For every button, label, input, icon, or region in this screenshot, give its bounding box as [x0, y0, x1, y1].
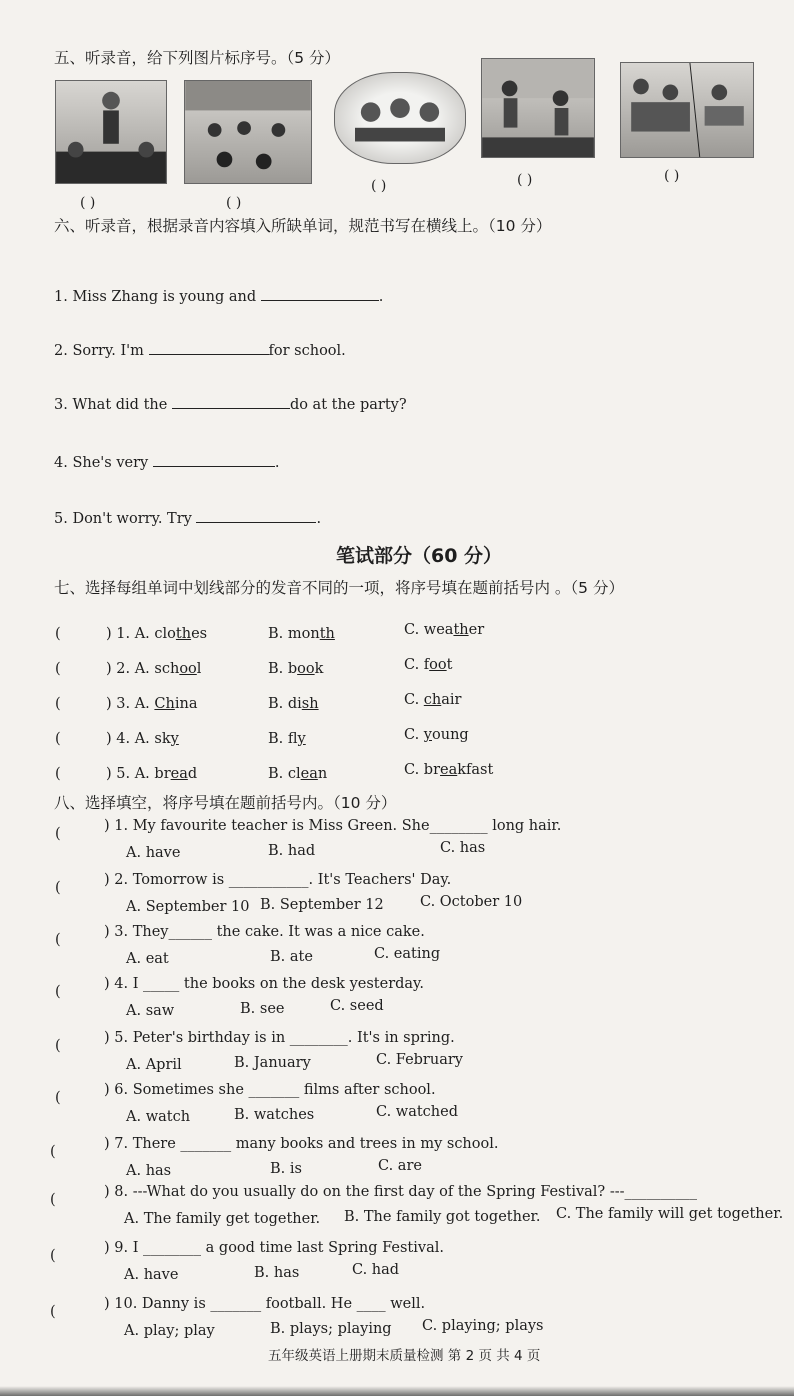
underlined-part: oo: [179, 661, 197, 677]
option-a: A. April: [126, 1057, 182, 1073]
answer-paren-open[interactable]: (: [55, 766, 61, 782]
underlined-part: th: [453, 622, 469, 638]
part8-heading: 八、选择填空，将序号填在题前括号内。（10 分）: [54, 794, 397, 812]
option-b: B. book: [268, 661, 324, 677]
picture-answer-paren[interactable]: ( ): [80, 195, 96, 211]
option-a: A. saw: [126, 1003, 175, 1019]
option-c: C. eating: [374, 946, 441, 962]
scan-edge-shadow: [0, 1386, 794, 1396]
option-c: C. The family will get together.: [556, 1206, 784, 1222]
underlined-part: oo: [297, 661, 315, 677]
option-b: B. month: [268, 626, 335, 642]
underlined-part: ch: [423, 692, 442, 708]
option-b: B. is: [270, 1161, 302, 1177]
option-c: C. watched: [376, 1104, 459, 1120]
answer-blank[interactable]: [149, 340, 269, 355]
answer-paren-open[interactable]: (: [55, 826, 61, 842]
option-b: B. plays; playing: [270, 1321, 392, 1337]
option-b: B. September 12: [260, 897, 384, 913]
option-b: B. January: [234, 1055, 311, 1071]
underlined-part: ea: [300, 766, 318, 782]
option-c: C. has: [440, 840, 486, 856]
question-text: ) 5. Peter's birthday is in ________. It's in spring.: [104, 1030, 455, 1046]
part5-heading: 五、听录音，给下列图片标序号。（5 分）: [54, 49, 341, 67]
question-text: ) 4. I _____ the books on the desk yesterday.: [104, 976, 424, 992]
option-a: A. have: [126, 845, 181, 861]
option-a: A. has: [126, 1163, 172, 1179]
picture-answer-paren[interactable]: ( ): [371, 178, 387, 194]
underlined-part: th: [319, 626, 335, 642]
picture-answer-paren[interactable]: ( ): [517, 172, 533, 188]
underlined-part: oo: [429, 657, 447, 673]
phonics-row: ) 4. A. sky: [106, 731, 179, 747]
answer-blank[interactable]: [172, 394, 290, 409]
option-b: B. dish: [268, 696, 319, 712]
option-a: A. watch: [126, 1109, 191, 1125]
option-c: C. breakfast: [404, 762, 494, 778]
phonics-row: ) 3. A. China: [106, 696, 198, 712]
classroom-picture: [184, 80, 312, 184]
option-c: C. weather: [404, 622, 485, 638]
option-c: C. February: [376, 1052, 463, 1068]
underlined-part: Ch: [154, 696, 175, 712]
underlined-part: y: [297, 731, 306, 747]
fill-item: 3. What did the do at the party?: [54, 394, 407, 413]
fill-item: 5. Don't worry. Try .: [54, 508, 321, 527]
answer-paren-open[interactable]: (: [50, 1144, 56, 1160]
question-text: ) 3. They______ the cake. It was a nice cake.: [104, 924, 425, 940]
basketball-player-picture: [55, 80, 167, 184]
answer-paren-open[interactable]: (: [50, 1248, 56, 1264]
answer-paren-open[interactable]: (: [55, 731, 61, 747]
page-footer: 五年级英语上册期末质量检测 第 2 页 共 4 页: [268, 1348, 541, 1364]
fill-item: 4. She's very .: [54, 452, 279, 471]
fill-item: 2. Sorry. I'm for school.: [54, 340, 346, 359]
answer-paren-open[interactable]: (: [50, 1304, 56, 1320]
option-c: C. playing; plays: [422, 1318, 544, 1334]
phonics-row: ) 5. A. bread: [106, 766, 198, 782]
option-a: A. have: [124, 1267, 179, 1283]
fill-item: 1. Miss Zhang is young and .: [54, 286, 383, 305]
option-b: B. see: [240, 1001, 285, 1017]
question-text: ) 8. ---What do you usually do on the first day of the Spring Festival? ---__________: [104, 1184, 698, 1200]
option-c: C. October 10: [420, 894, 523, 910]
answer-paren-open[interactable]: (: [55, 626, 61, 642]
answer-paren-open[interactable]: (: [55, 661, 61, 677]
option-b: B. ate: [270, 949, 313, 965]
answer-blank[interactable]: [261, 286, 379, 301]
children-thought-bubble-picture: [334, 72, 466, 164]
answer-paren-open[interactable]: (: [55, 984, 61, 1000]
option-b: B. fly: [268, 731, 306, 747]
question-text: ) 7. There _______ many books and trees in my school.: [104, 1136, 499, 1152]
phonics-row: ) 1. A. clothes: [106, 626, 208, 642]
option-c: C. young: [404, 727, 469, 743]
children-play-picture: [481, 58, 595, 158]
option-a: A. play; play: [124, 1323, 215, 1339]
underlined-part: ea: [170, 766, 188, 782]
option-c: C. are: [378, 1158, 422, 1174]
phonics-row: ) 2. A. school: [106, 661, 202, 677]
question-text: ) 9. I ________ a good time last Spring Festival.: [104, 1240, 444, 1256]
answer-blank[interactable]: [196, 508, 316, 523]
part6-heading: 六、听录音，根据录音内容填入所缺单词，规范书写在横线上。（10 分）: [54, 217, 552, 235]
underlined-part: y: [170, 731, 179, 747]
underlined-part: y: [423, 727, 432, 743]
part7-heading: 七、选择每组单词中划线部分的发音不同的一项，将序号填在题前括号内 。（5 分）: [54, 579, 624, 597]
option-b: B. had: [268, 843, 316, 859]
option-b: B. clean: [268, 766, 328, 782]
underlined-part: ea: [440, 762, 458, 778]
underlined-part: th: [175, 626, 192, 642]
option-b: B. has: [254, 1265, 300, 1281]
option-c: C. seed: [330, 998, 384, 1014]
option-b: B. watches: [234, 1107, 315, 1123]
answer-paren-open[interactable]: (: [55, 932, 61, 948]
option-c: C. foot: [404, 657, 453, 673]
picture-answer-paren[interactable]: ( ): [664, 168, 680, 184]
answer-paren-open[interactable]: (: [55, 880, 61, 896]
question-text: ) 2. Tomorrow is ___________. It's Teachers' Day.: [104, 872, 452, 888]
question-text: ) 6. Sometimes she _______ films after school.: [104, 1082, 436, 1098]
option-a: A. September 10: [126, 899, 250, 915]
answer-blank[interactable]: [153, 452, 275, 467]
question-text: ) 10. Danny is _______ football. He ____ well.: [104, 1296, 426, 1312]
answer-paren-open[interactable]: (: [50, 1192, 56, 1208]
answer-paren-open[interactable]: (: [55, 1090, 61, 1106]
family-party-picture: [620, 62, 754, 158]
option-c: C. chair: [404, 692, 462, 708]
answer-paren-open[interactable]: (: [55, 1038, 61, 1054]
written-section-title: 笔试部分（60 分）: [336, 545, 503, 567]
option-a: A. eat: [126, 951, 169, 967]
picture-answer-paren[interactable]: ( ): [226, 195, 242, 211]
option-c: C. had: [352, 1262, 400, 1278]
question-text: ) 1. My favourite teacher is Miss Green. She________ long hair.: [104, 818, 562, 834]
option-b: B. The family got together.: [344, 1209, 541, 1225]
answer-paren-open[interactable]: (: [55, 696, 61, 712]
underlined-part: sh: [301, 696, 319, 712]
option-a: A. The family get together.: [124, 1211, 321, 1227]
